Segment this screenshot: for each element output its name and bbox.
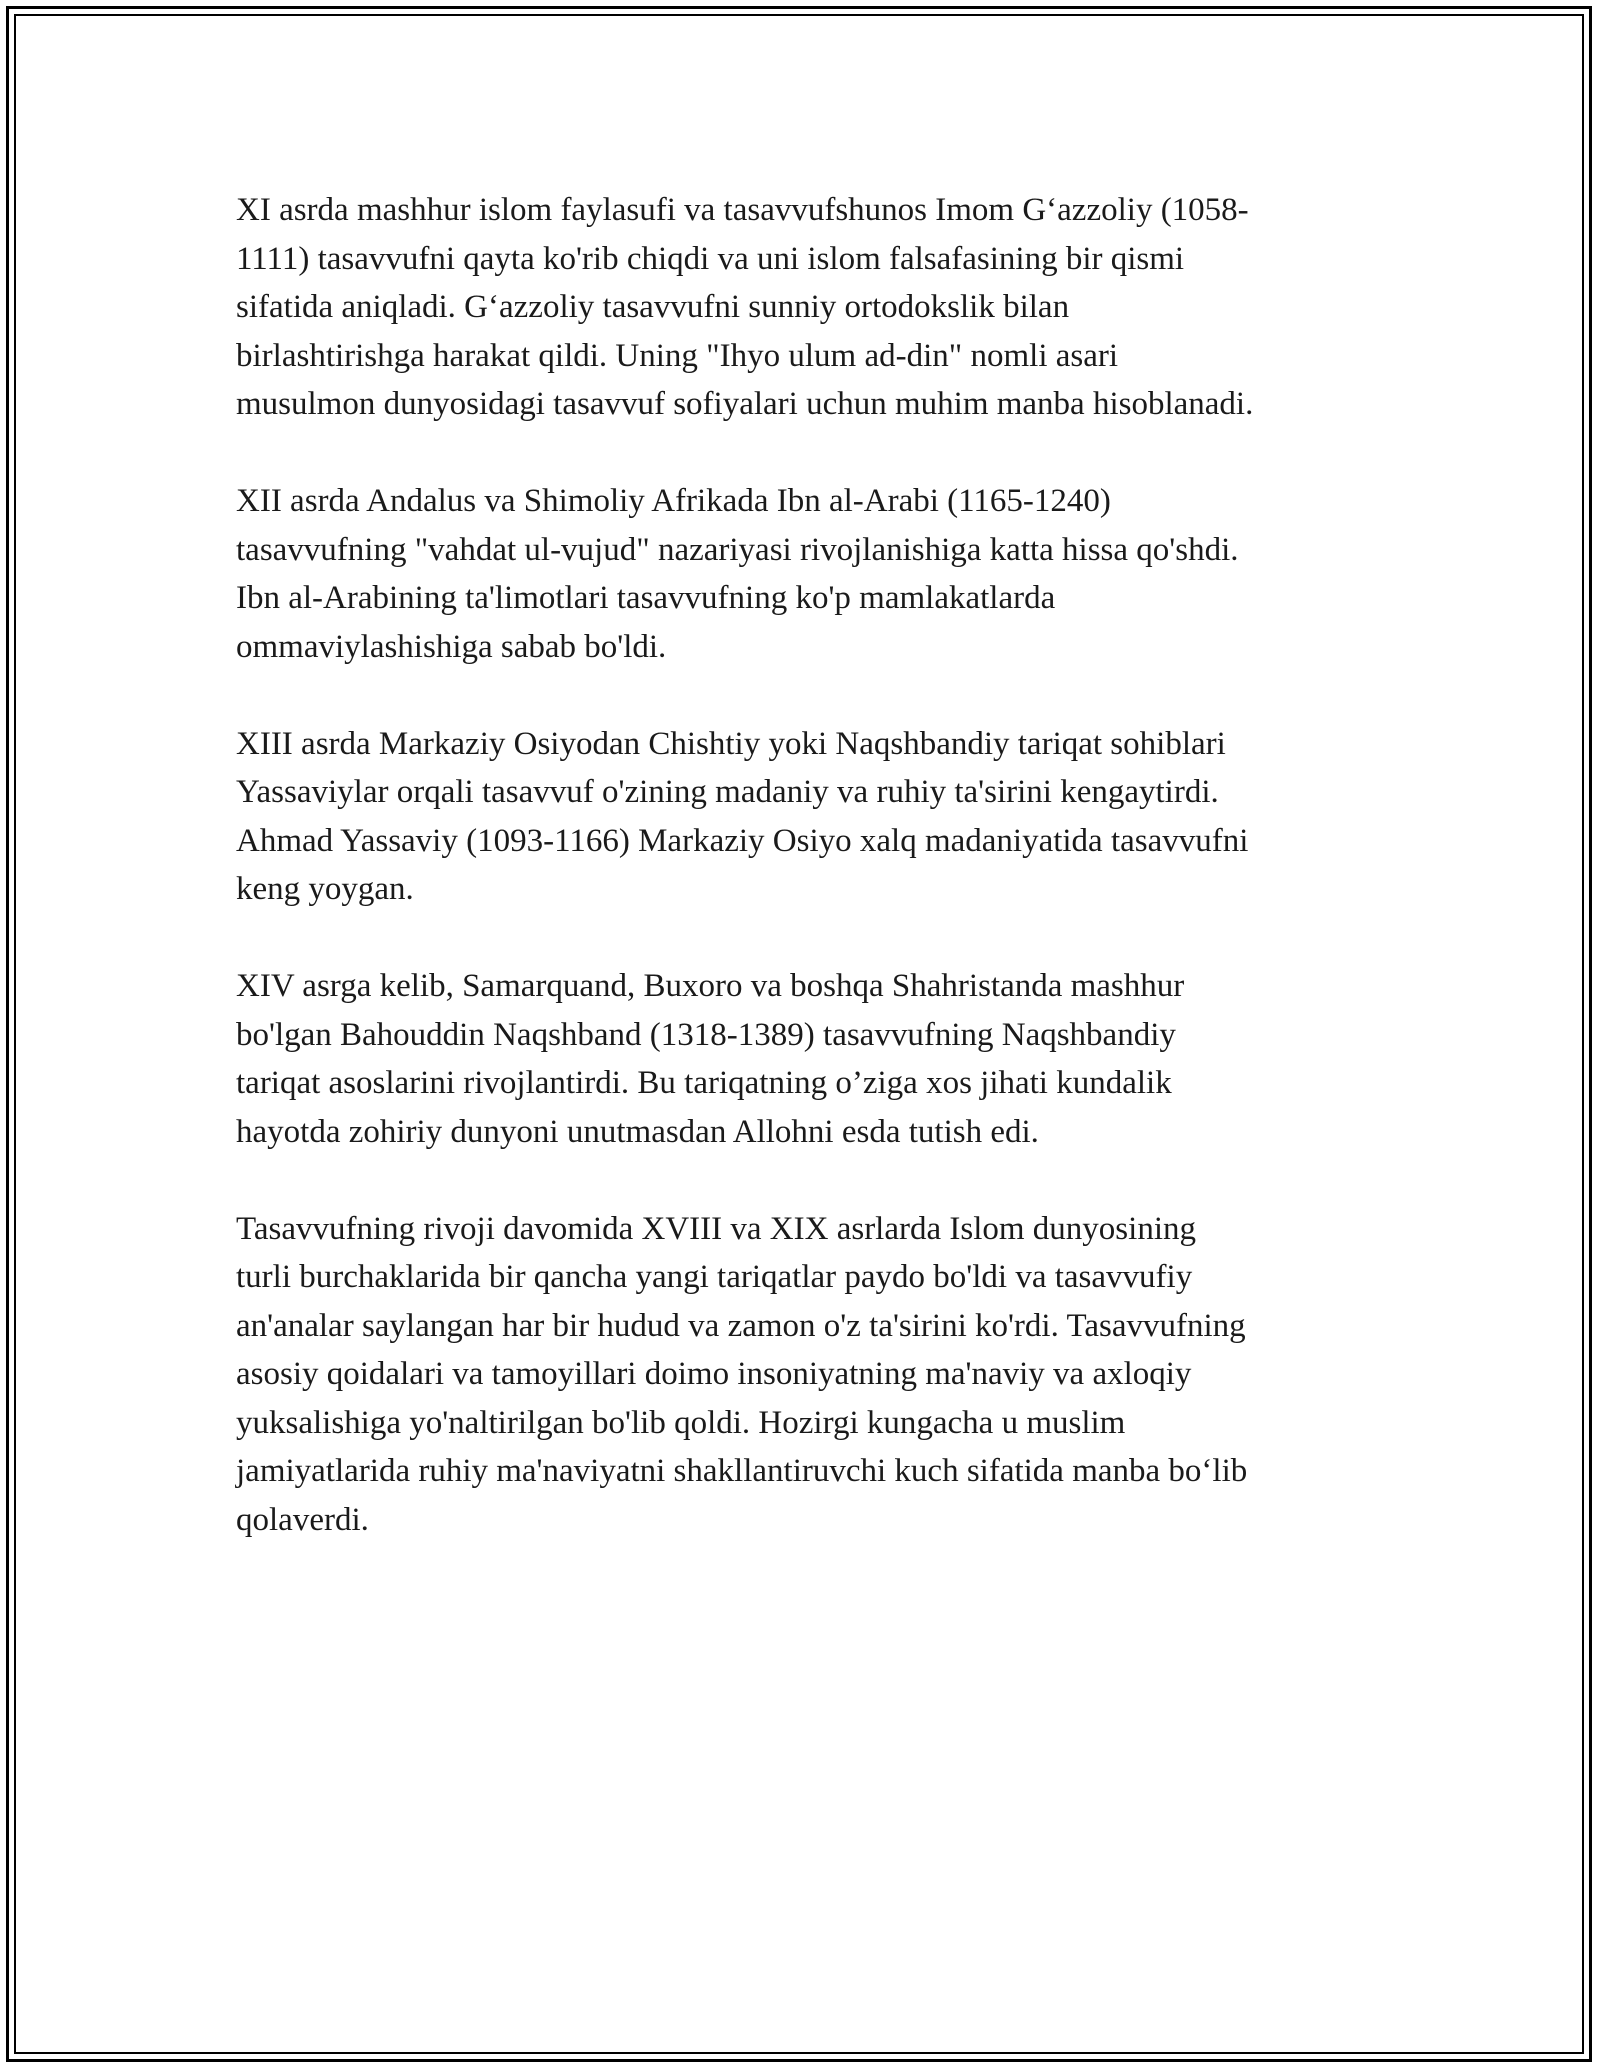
paragraph-yassaviy: XIII asrda Markaziy Osiyodan Chishtiy yoki Naqshbandiy tariqat sohiblari Yassaviylar orqali tasavvuf o'zining madaniy va ruhiy ta'sirini kengaytirdi. Ahmad Yassaviy (1093-1166) Markaziy Osiyo xalq madaniyatida tasavvufni keng yoygan. bbox=[236, 725, 1249, 907]
paragraph-ibn-arabi: XII asrda Andalus va Shimoliy Afrikada Ibn al-Arabi (1165-1240) tasavvufning "vahdat ul-vujud" nazariyasi rivojlanishiga katta hissa qo'shdi. Ibn al-Arabining ta'limotlari tasavvufning ko'p mamlakatlarda ommaviylashishiga sabab bo'ldi. bbox=[236, 483, 1239, 665]
paragraph-ghazali: XI asrda mashhur islom faylasufi va tasavvufshunos Imom G‘azzoliy (1058- 1111) tasavvufni qayta ko'rib chiqdi va uni islom falsafasining bir qismi sifatida aniqladi. G‘azzoliy tasavvufni sunniy ortodokslik bilan birlashtirishga harakat qildi. Uning "Ihyo ulum ad-din" nomli asari musulmon dunyosidagi tasavvuf sofiyalari uchun muhim manba hisoblanadi. bbox=[236, 192, 1254, 422]
document-body bbox=[236, 186, 1376, 1593]
paragraph-naqshband: XIV asrga kelib, Samarquand, Buxoro va boshqa Shahristanda mashhur bo'lgan Bahouddin Naqshband (1318-1389) tasavvufning Naqshbandiy tariqat asoslarini rivojlantirdi. Bu tariqatning o’ziga xos jihati kundalik hayotda zohiriy dunyoni unutmasdan Allohni esda tutish edi. bbox=[236, 968, 1185, 1150]
paragraph-later-development: Tasavvufning rivoji davomida XVIII va XIX asrlarda Islom dunyosining turli burchaklarida bir qancha yangi tariqatlar paydo bo'ldi va tasavvufiy an'analar saylangan har bir hudud va zamon o'z ta'sirini ko'rdi. Tasavvufning asosiy qoidalari va tamoyillari doimo insoniyatning ma'naviy va axloqiy yuksalishiga yo'naltirilgan bo'lib qoldi. Hozirgi kungacha u muslim jamiyatlarida ruhiy ma'naviyatni shakllantiruvchi kuch sifatida manba bo‘lib qolaverdi. bbox=[236, 1210, 1248, 1538]
